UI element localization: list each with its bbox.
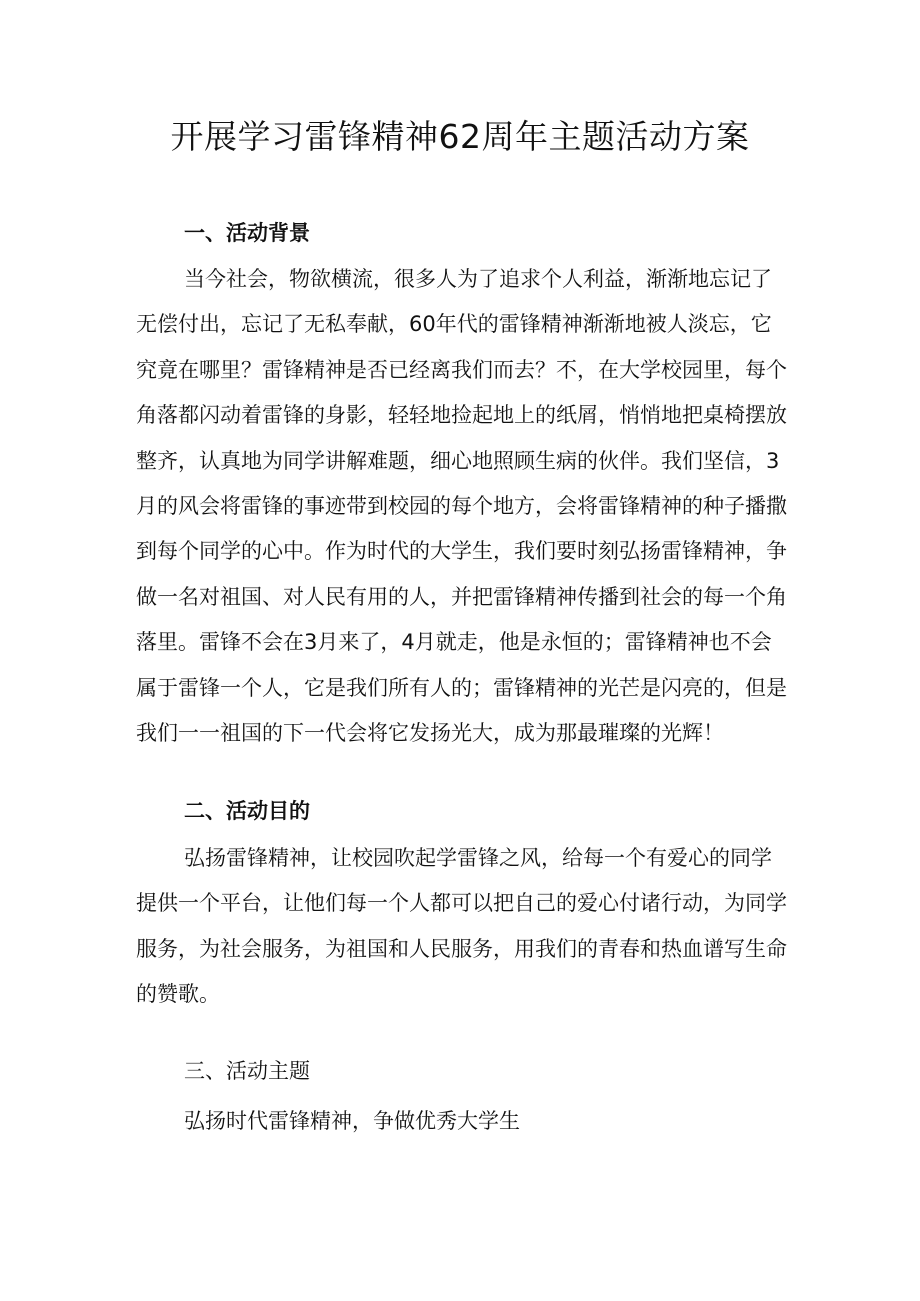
section-paragraph-purpose xyxy=(136,836,796,1018)
paragraph-line: 提供一个平台，让他们每一个人都可以把自己的爱心付诸行动，为同学 xyxy=(136,891,787,916)
paragraph-line: 当今社会，物欲横流，很多人为了追求个人利益，渐渐地忘记了 xyxy=(184,267,772,291)
paragraph-line: 究竟在哪里？雷锋精神是否已经离我们而去？不，在大学校园里，每个 xyxy=(136,357,787,382)
paragraph-line: 做一名对祖国、对人民有用的人，并把雷锋精神传播到社会的每一个角 xyxy=(136,584,787,609)
paragraph-line: 月的风会将雷锋的事迹带到校园的每个地方，会将雷锋精神的种子播撒 xyxy=(136,494,787,519)
paragraph-line: 角落都闪动着雷锋的身影，轻轻地捡起地上的纸屑，悄悄地把桌椅摆放 xyxy=(136,403,787,428)
paragraph-line: 的赞歌。 xyxy=(136,982,220,1007)
section-paragraph-background xyxy=(136,257,796,756)
section-heading-theme: 三、活动主题 xyxy=(184,1059,310,1083)
paragraph-line: 属于雷锋一个人，它是我们所有人的；雷锋精神的光芒是闪亮的，但是 xyxy=(136,675,787,700)
paragraph-line: 到每个同学的心中。作为时代的大学生，我们要时刻弘扬雷锋精神，争 xyxy=(136,539,787,564)
theme-statement: 弘扬时代雷锋精神，争做优秀大学生 xyxy=(184,1109,520,1133)
paragraph-line: 我们一一祖国的下一代会将它发扬光大，成为那最璀璨的光辉！ xyxy=(136,721,724,746)
paragraph-line: 无偿付出，忘记了无私奉献，60年代的雷锋精神渐渐地被人淡忘，它 xyxy=(136,312,772,337)
document-title: 开展学习雷锋精神62周年主题活动方案 xyxy=(170,117,750,156)
section-heading-purpose: 二、活动目的 xyxy=(184,799,310,823)
paragraph-line: 落里。雷锋不会在3月来了，4月就走，他是永恒的；雷锋精神也不会 xyxy=(136,630,772,655)
paragraph-line: 弘扬雷锋精神，让校园吹起学雷锋之风，给每一个有爱心的同学 xyxy=(184,846,772,870)
paragraph-line: 服务，为社会服务，为祖国和人民服务，用我们的青春和热血谱写生命 xyxy=(136,936,787,961)
section-heading-background: 一、活动背景 xyxy=(184,221,310,245)
paragraph-line: 整齐，认真地为同学讲解难题，细心地照顾生病的伙伴。我们坚信，3 xyxy=(136,448,780,473)
